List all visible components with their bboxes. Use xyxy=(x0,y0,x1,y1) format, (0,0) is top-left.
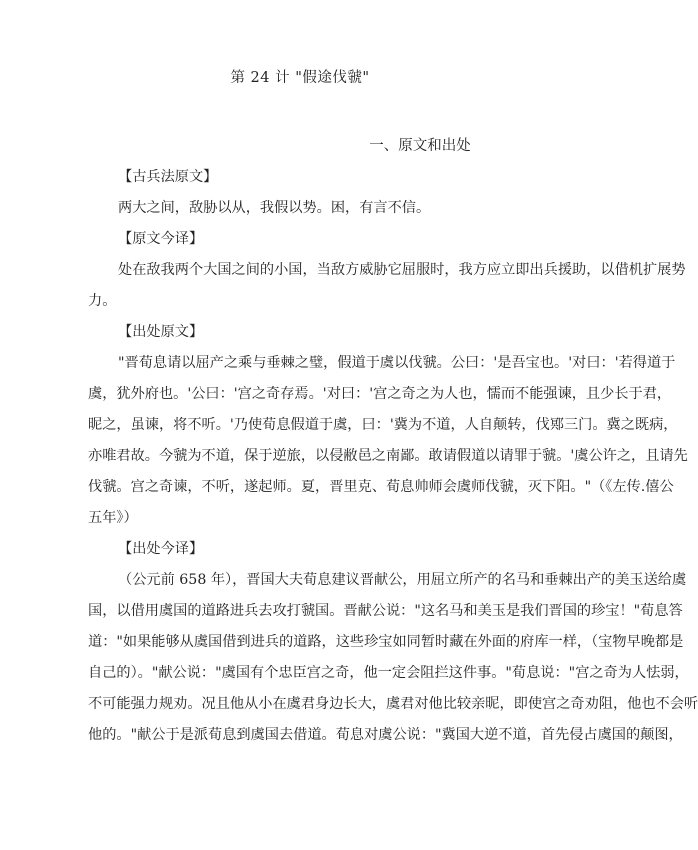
document-title: 第 24 计 "假途伐虢" xyxy=(230,70,370,86)
text-line: 【原文今译】 xyxy=(118,231,204,247)
text-line: 道："如果能够从虞国借到进兵的道路，这些珍宝如同暂时藏在外面的府库一样，（宝物早晚都是 xyxy=(88,634,684,650)
text-line: "晋荀息请以屈产之乘与垂棘之璧，假道于虞以伐虢。公曰：'是吾宝也。'对曰：'若得道于 xyxy=(118,355,676,371)
text-line: 伐虢。宫之奇谏，不听，遂起师。夏，晋里克、荀息帅师会虞师伐虢，灭下阳。"（《左传.僖公 xyxy=(88,479,674,495)
text-line: 亦唯君故。今虢为不道，保于逆旅，以侵敝邑之南鄙。敢请假道以请罪于虢。'虞公许之，且请先 xyxy=(88,448,688,464)
text-line: 昵之，虽谏，将不听。'乃使荀息假道于虞，曰：'冀为不道，人自颠转，伐鄍三门。冀之既病， xyxy=(88,417,678,433)
text-line: 力。 xyxy=(88,293,117,309)
text-line: 五年》） xyxy=(88,510,138,526)
document-body xyxy=(88,162,698,751)
text-line: 他的。"献公于是派荀息到虞国去借道。荀息对虞公说："冀国大逆不道，首先侵占虞国的颠图， xyxy=(88,727,683,743)
text-line: 两大之间，敌胁以从，我假以势。困，有言不信。 xyxy=(118,200,431,216)
text-line: 虞，犹外府也。'公曰：'宫之奇存焉。'对曰：'宫之奇之为人也，懦而不能强谏，且少长于君， xyxy=(88,386,672,402)
text-line: 不可能强力规劝。况且他从小在虞君身边长大，虞君对他比较亲昵，即使宫之奇劝阻，他也不会听 xyxy=(88,696,698,712)
text-line: 【古兵法原文】 xyxy=(118,169,218,185)
text-line: （公元前 658 年），晋国大夫荀息建议晋献公，用屈立所产的名马和垂棘出产的美玉送给虞 xyxy=(118,572,687,588)
text-line: 处在敌我两个大国之间的小国，当敌方威胁它屈服时，我方应立即出兵援助，以借机扩展势 xyxy=(118,262,686,278)
text-line: 国，以借用虞国的道路进兵去攻打虢国。晋献公说："这名马和美玉是我们晋国的珍宝！"荀息答 xyxy=(88,603,683,619)
section-heading: 一、原文和出处 xyxy=(369,138,471,154)
text-line: 自己的）。"献公说："虞国有个忠臣宫之奇，他一定会阻拦这件事。"荀息说："宫之奇为人怯弱， xyxy=(88,665,689,681)
text-line: 【出处原文】 xyxy=(118,324,204,340)
text-line: 【出处今译】 xyxy=(118,541,204,557)
